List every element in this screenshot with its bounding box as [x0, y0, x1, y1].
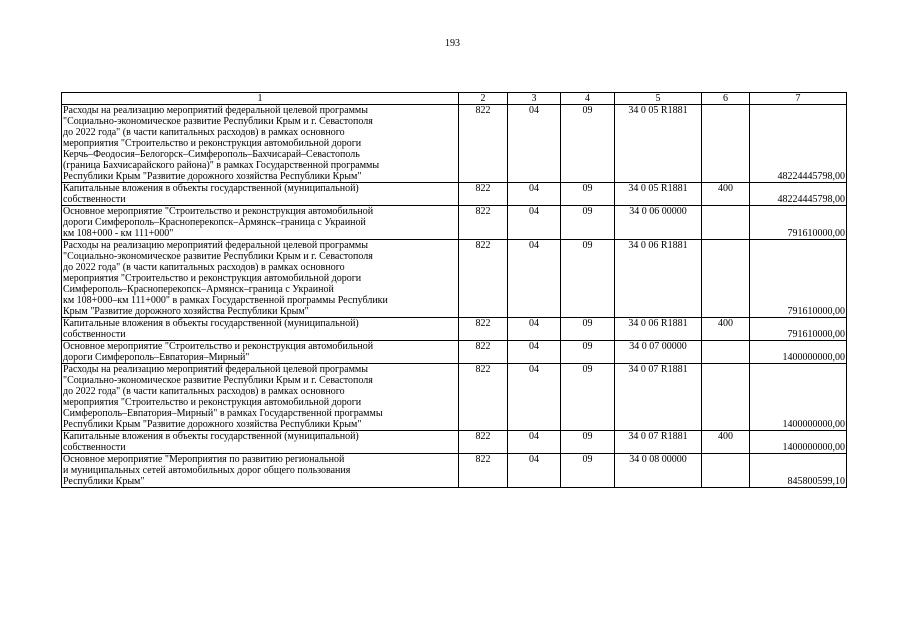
table-row [62, 183, 847, 206]
ministry-code: 822 [459, 318, 508, 341]
expense-type-code: 400 [702, 183, 750, 206]
expense-type-code: 400 [702, 431, 750, 454]
row-description: Основное мероприятие "Мероприятия по развитию региональной и муниципальных сетей автомобильных дорог общего пользования Республики Крым" [62, 454, 459, 488]
table-row [62, 105, 847, 183]
section-code: 04 [508, 454, 561, 488]
amount: 845800599,10 [750, 454, 847, 488]
amount: 791610000,00 [750, 240, 847, 318]
column-header: 3 [508, 93, 561, 105]
row-description: Основное мероприятие "Строительство и реконструкция автомобильной дороги Симферополь–Красноперекопск–Армянск–граница с Украиной км 108+000 - км 111+000" [62, 206, 459, 240]
amount: 48224445798,00 [750, 183, 847, 206]
subsection-code: 09 [561, 341, 615, 364]
section-code: 04 [508, 341, 561, 364]
page-number: 193 [445, 38, 460, 49]
subsection-code: 09 [561, 206, 615, 240]
row-description: Расходы на реализацию мероприятий федеральной целевой программы "Социально-экономическое развитие Республики Крым и г. Севастополя до 2022 года" (в части капитальных расходов) в рамках основного мероприятия "Строительство и реконструкция автомобильной дороги Керчь–Феодосия–Белогорск–Симферополь–Бахчисарай–Севастополь (граница Бахчисарайского района)" в рамках Государственной программы Республики Крым "Развитие дорожного хозяйства Республики Крым" [62, 105, 459, 183]
section-code: 04 [508, 240, 561, 318]
subsection-code: 09 [561, 364, 615, 431]
budget-table [61, 92, 847, 488]
column-header: 4 [561, 93, 615, 105]
expense-type-code: 400 [702, 318, 750, 341]
expense-type-code [702, 364, 750, 431]
table-row [62, 318, 847, 341]
section-code: 04 [508, 431, 561, 454]
row-description: Основное мероприятие "Строительство и реконструкция автомобильной дороги Симферополь–Евпатория–Мирный" [62, 341, 459, 364]
table-row [62, 454, 847, 488]
expense-type-code [702, 206, 750, 240]
ministry-code: 822 [459, 240, 508, 318]
expense-type-code [702, 105, 750, 183]
amount: 791610000,00 [750, 206, 847, 240]
target-article-code: 34 0 06 00000 [615, 206, 702, 240]
ministry-code: 822 [459, 431, 508, 454]
amount: 1400000000,00 [750, 431, 847, 454]
ministry-code: 822 [459, 341, 508, 364]
ministry-code: 822 [459, 454, 508, 488]
section-code: 04 [508, 105, 561, 183]
expense-type-code [702, 341, 750, 364]
column-header: 1 [62, 93, 459, 105]
target-article-code: 34 0 07 00000 [615, 341, 702, 364]
target-article-code: 34 0 08 00000 [615, 454, 702, 488]
target-article-code: 34 0 05 R1881 [615, 183, 702, 206]
subsection-code: 09 [561, 318, 615, 341]
table-row [62, 431, 847, 454]
amount: 1400000000,00 [750, 341, 847, 364]
section-code: 04 [508, 206, 561, 240]
table-row [62, 364, 847, 431]
ministry-code: 822 [459, 105, 508, 183]
target-article-code: 34 0 07 R1881 [615, 431, 702, 454]
column-header: 5 [615, 93, 702, 105]
subsection-code: 09 [561, 183, 615, 206]
column-header: 7 [750, 93, 847, 105]
subsection-code: 09 [561, 454, 615, 488]
ministry-code: 822 [459, 183, 508, 206]
row-description: Капитальные вложения в объекты государственной (муниципальной) собственности [62, 431, 459, 454]
row-description: Капитальные вложения в объекты государственной (муниципальной) собственности [62, 183, 459, 206]
ministry-code: 822 [459, 206, 508, 240]
subsection-code: 09 [561, 431, 615, 454]
row-description: Капитальные вложения в объекты государственной (муниципальной) собственности [62, 318, 459, 341]
row-description: Расходы на реализацию мероприятий федеральной целевой программы "Социально-экономическое развитие Республики Крым и г. Севастополя до 2022 года" (в части капитальных расходов) в рамках основного мероприятия "Строительство и реконструкция автомобильной дороги Симферополь–Евпатория–Мирный" в рамках Государственной программы Республики Крым "Развитие дорожного хозяйства Республики Крым" [62, 364, 459, 431]
amount: 48224445798,00 [750, 105, 847, 183]
table-row [62, 341, 847, 364]
subsection-code: 09 [561, 105, 615, 183]
column-header: 6 [702, 93, 750, 105]
table-row [62, 206, 847, 240]
amount: 1400000000,00 [750, 364, 847, 431]
expense-type-code [702, 240, 750, 318]
section-code: 04 [508, 183, 561, 206]
table-row [62, 240, 847, 318]
section-code: 04 [508, 364, 561, 431]
expense-type-code [702, 454, 750, 488]
ministry-code: 822 [459, 364, 508, 431]
target-article-code: 34 0 07 R1881 [615, 364, 702, 431]
row-description: Расходы на реализацию мероприятий федеральной целевой программы "Социально-экономическое развитие Республики Крым и г. Севастополя до 2022 года" (в части капитальных расходов) в рамках основного мероприятия "Строительство и реконструкция автомобильной дороги Симферополь–Красноперекопск–Армянск–граница с Украиной км 108+000–км 111+000" в рамках Государственной программы Республики Крым "Развитие дорожного хозяйства Республики Крым" [62, 240, 459, 318]
target-article-code: 34 0 05 R1881 [615, 105, 702, 183]
subsection-code: 09 [561, 240, 615, 318]
column-header: 2 [459, 93, 508, 105]
header-row [62, 93, 847, 105]
section-code: 04 [508, 318, 561, 341]
amount: 791610000,00 [750, 318, 847, 341]
target-article-code: 34 0 06 R1881 [615, 240, 702, 318]
target-article-code: 34 0 06 R1881 [615, 318, 702, 341]
